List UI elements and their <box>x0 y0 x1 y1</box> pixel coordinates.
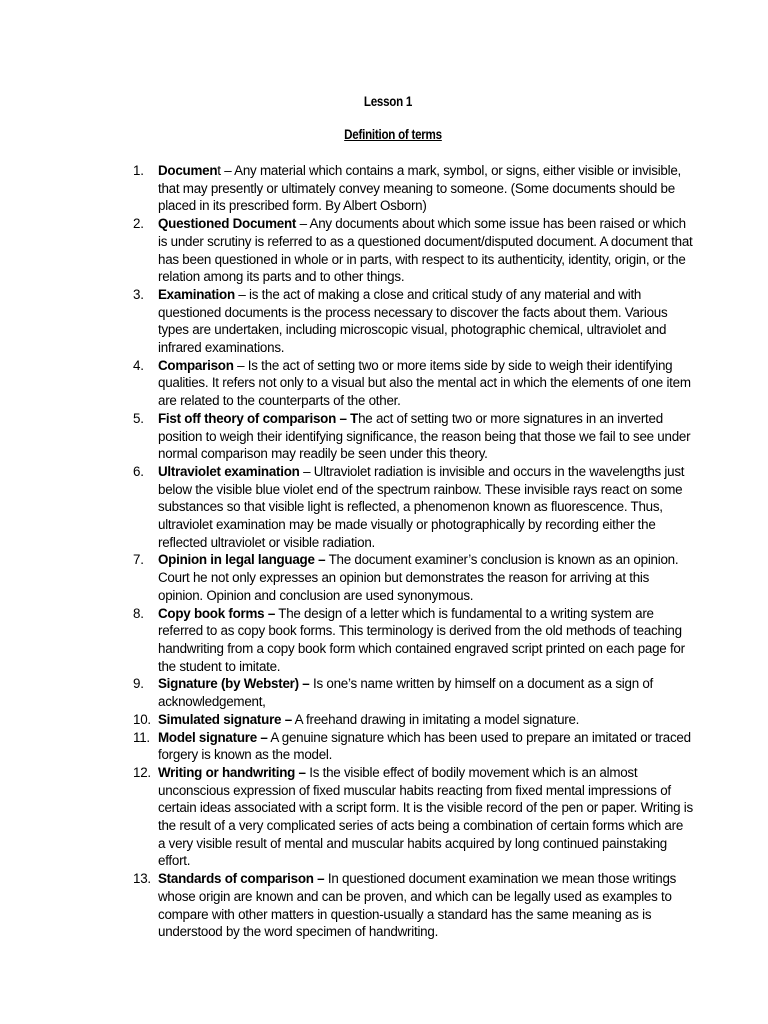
item-number: 12. <box>133 764 151 780</box>
term-separator: – <box>299 463 314 479</box>
item-body <box>158 410 693 463</box>
term-name: Signature (by Webster) – <box>158 676 310 692</box>
term-name: Simulated signature – <box>158 711 292 727</box>
definition-item <box>133 215 693 286</box>
term-separator: – <box>234 286 250 302</box>
item-number: 5. <box>133 410 144 426</box>
term-name-suffix: t <box>217 163 221 178</box>
definition-item <box>133 870 693 941</box>
term-name: Copy book forms – <box>158 605 276 621</box>
item-body <box>158 675 693 710</box>
term-definition: Is the visible effect of bodily movement which is an almost unconscious expression of fixed muscular habits reacting from fixed mental impressions of certain ideas associated with a script form. It is the visible record of the pen or paper. Writing is the result of a very complicated series of acts being a combination of certain forms which are a very visible result of mental and muscular habits acquired by long continued painstaking effort. <box>158 764 693 869</box>
term-definition: he act of setting two or more signatures in an inverted position to weigh their identifying significance, the reason being that those we fail to see under normal comparison may readily be seen under this theory. <box>158 410 691 462</box>
item-body <box>158 357 693 410</box>
item-number: 11. <box>133 729 150 745</box>
item-number: 3. <box>133 286 144 302</box>
definition-item <box>133 711 693 729</box>
item-number: 13. <box>133 871 151 887</box>
definition-item <box>133 286 693 357</box>
term-name: Questioned Document <box>158 216 297 232</box>
item-body <box>158 711 693 729</box>
definition-item <box>133 675 693 710</box>
term-name: Opinion in legal language – <box>158 552 326 568</box>
item-body <box>158 286 693 357</box>
term-definition: Any documents about which some issue has been raised or which is under scrutiny is referred to as a questioned document/disputed document. A document that has been questioned in whole or in parts, with respect to its authenticity, identity, origin, or the relation among its parts and to other things. <box>158 216 693 285</box>
definition-item <box>133 463 693 552</box>
item-body <box>158 162 693 215</box>
term-name: Model signature – <box>158 729 268 745</box>
item-number: 9. <box>133 676 144 692</box>
term-separator: – <box>220 163 235 178</box>
term-name: Standards of comparison – <box>158 871 325 887</box>
item-number: 10. <box>133 711 151 727</box>
item-body <box>158 764 693 870</box>
term-definition: is the act of making a close and critical study of any material and with questioned documents is the process necessary to discover the facts about them. Various types are undertaken, including microscopic visual, photographic chemical, ultraviolet and infrared examinations. <box>158 286 668 356</box>
term-name: Examination <box>158 286 235 302</box>
term-definition: A freehand drawing in imitating a model signature. <box>294 711 580 727</box>
item-number: 8. <box>133 605 144 621</box>
item-body <box>158 215 693 286</box>
item-body <box>158 870 693 941</box>
section-subtitle: Definition of terms <box>344 127 442 142</box>
definition-item <box>133 162 693 215</box>
term-separator: – <box>233 357 248 373</box>
term-definition: Is the act of setting two or more items side by side to weigh their identifying qualities. It refers not only to a visual but also the mental act in which the elements of one item are related to the counterparts of the other. <box>158 357 691 409</box>
item-body <box>158 729 693 764</box>
item-number: 6. <box>133 463 144 479</box>
item-number: 1. <box>133 163 144 178</box>
definition-item <box>133 551 693 604</box>
definition-item <box>133 605 693 676</box>
term-definition: The document examiner’s conclusion is known as an opinion. Court he not only expresses an opinion but demonstrates the reason for arriving at this opinion. Opinion and conclusion are used synonymous. <box>158 552 679 603</box>
item-number: 4. <box>133 357 144 373</box>
term-definition: A genuine signature which has been used to prepare an imitated or traced forgery is known as the model. <box>158 729 691 763</box>
definition-item <box>133 410 693 463</box>
lesson-title: Lesson 1 <box>363 94 413 109</box>
item-body <box>158 605 693 676</box>
item-number: 2. <box>133 216 144 232</box>
term-definition: Ultraviolet radiation is invisible and occurs in the wavelengths just below the visible blue violet end of the spectrum rainbow. These invisible rays react on some substances so that visible light is reflected, a phenomenon known as fluorescence. Thus, ultraviolet examination may be made visually or photographically by recording either the reflected ultraviolet or visible radiation. <box>158 463 685 550</box>
item-body <box>158 463 693 552</box>
definitions-list <box>133 162 693 941</box>
term-separator: – <box>296 216 310 232</box>
item-number: 7. <box>133 552 144 568</box>
term-definition: The design of a letter which is fundamental to a writing system are referred to as copy book forms. This terminology is derived from the old methods of teaching handwriting from a copy book form which contained engraved script printed on each page for the student to imitate. <box>158 605 685 674</box>
term-name: Fist off theory of comparison – T <box>158 410 359 426</box>
term-definition: Any material which contains a mark, symbol, or signs, either visible or invisible, that may presently or ultimately convey meaning to someone. (Some documents should be placed in its prescribed form. By Albert Osborn) <box>158 163 682 214</box>
term-definition: Is one’s name written by himself on a document as a sign of acknowledgement, <box>158 676 654 710</box>
term-name: Comparison <box>158 357 234 373</box>
term-name: Documen <box>158 163 218 178</box>
term-definition: In questioned document examination we mean those writings whose origin are known and can be proven, and which can be legally used as examples to compare with other matters in question-usually a standard has the same meaning as is understood by the word specimen of handwriting. <box>158 871 677 940</box>
item-body <box>158 551 693 604</box>
term-name: Writing or handwriting – <box>158 764 306 780</box>
term-name: Ultraviolet examination <box>158 463 300 479</box>
definition-item <box>133 764 693 870</box>
definition-item <box>133 357 693 410</box>
definition-item <box>133 729 693 764</box>
